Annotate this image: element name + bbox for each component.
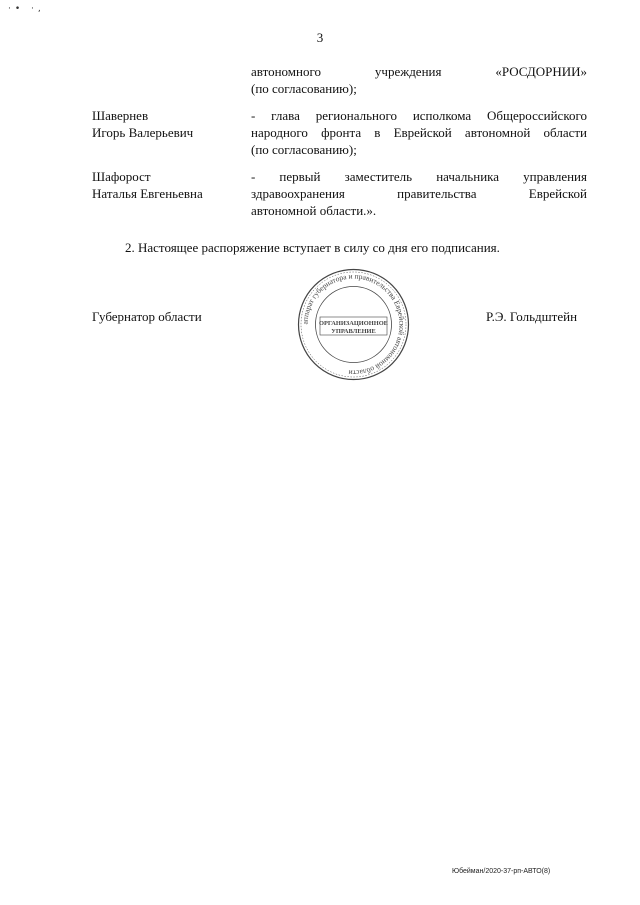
role-line: автономного учреждения «РОСДОРНИИ» [251, 64, 587, 79]
entry-role-shavernev [251, 107, 587, 158]
given-names: Игорь Валерьевич [92, 125, 194, 140]
role-line: автономной области.». [251, 203, 377, 218]
clause-2: 2. Настоящее распоряжение вступает в силу со дня его подписания. [125, 240, 500, 255]
given-names: Наталья Евгеньевна [92, 186, 203, 201]
role-line: народного фронта в Еврейской автономной области [251, 125, 587, 140]
stamp-center-line-1: ОРГАНИЗАЦИОННОЕ [319, 320, 388, 327]
signatory-name: Р.Э. Гольдштейн [486, 309, 578, 324]
role-line: - первый заместитель начальника управления [251, 169, 587, 184]
role-line: здравоохранения правительства Еврейской [251, 186, 587, 201]
official-stamp [296, 267, 411, 382]
entry-role-continuation [251, 63, 587, 97]
role-line: (по согласованию); [251, 81, 357, 96]
stamp-center-line-2: УПРАВЛЕНИЕ [331, 328, 376, 335]
scan-artifact: ·• ·, [8, 4, 45, 14]
surname: Шавернев [92, 108, 149, 123]
surname: Шафорост [92, 169, 151, 184]
document-code: Юбейман/2020-37-рп-АВТО(8) [452, 868, 551, 875]
role-line: (по согласованию); [251, 142, 357, 157]
entry-role-shaforost [251, 168, 587, 219]
role-line: - глава регионального исполкома Общероссийского [251, 108, 587, 123]
entry-name-shavernev [92, 107, 242, 141]
page-number: 3 [316, 30, 324, 45]
signatory-position: Губернатор области [92, 309, 202, 324]
entry-name-shaforost [92, 168, 242, 202]
stamp-ring-text: аппарат губернатора и правительства Еврейской автономной области [300, 271, 407, 378]
